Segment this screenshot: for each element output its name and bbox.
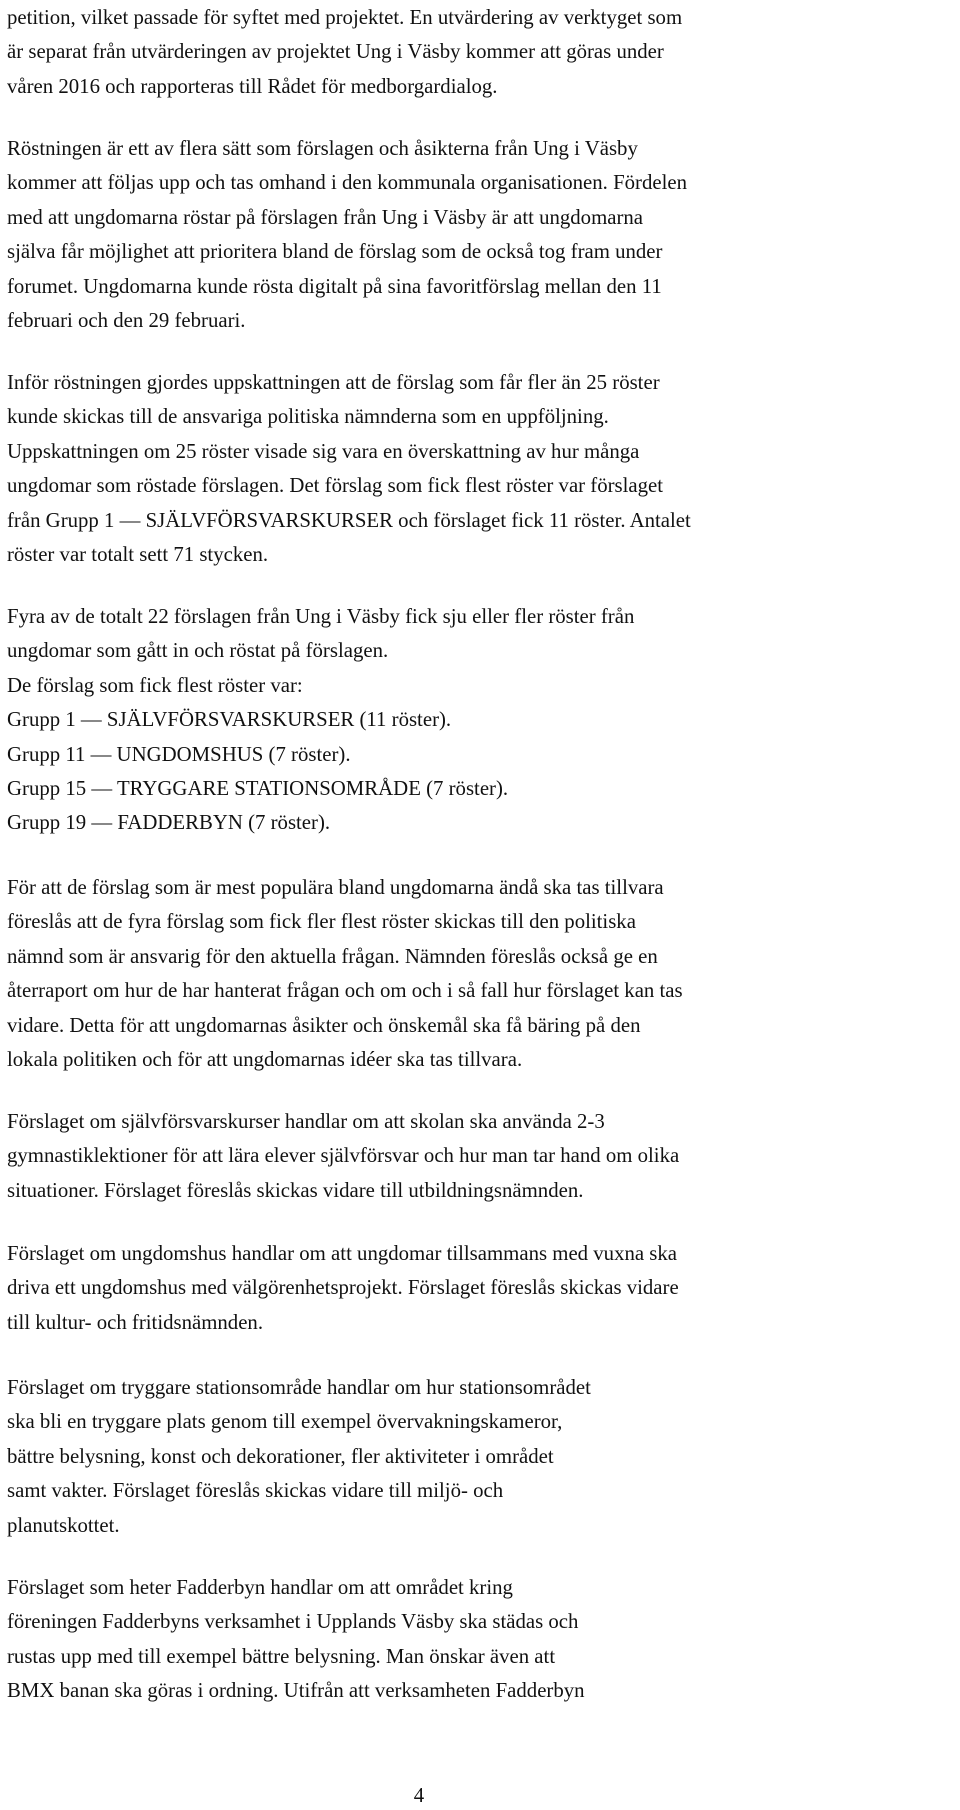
text-line: Röstningen är ett av flera sätt som förslagen och åsikterna från Ung i Väsby	[7, 137, 638, 160]
text-line: kommer att följas upp och tas omhand i den kommunala organisationen. Fördelen	[7, 171, 687, 195]
proposal-list-item: Grupp 15 — TRYGGARE STATIONSOMRÅDE (7 röster).	[7, 776, 509, 800]
text-line: våren 2016 och rapporteras till Rådet för medborgardialog.	[7, 74, 498, 98]
text-line: Förslaget om ungdomshus handlar om att ungdomar tillsammans med vuxna ska	[7, 1242, 678, 1265]
text-line: återraport om hur de har hanterat frågan och om och i så fall hur förslaget kan tas	[7, 979, 683, 1003]
paragraph-intro	[7, 1, 957, 104]
proposal-list-item: Grupp 19 — FADDERBYN (7 röster).	[7, 811, 331, 835]
paragraph-forwarding	[7, 871, 957, 1077]
paragraph-self-defense	[7, 1105, 957, 1208]
text-line: till kultur- och fritidsnämnden.	[7, 1310, 264, 1334]
text-line: februari och den 29 februari.	[7, 308, 246, 332]
text-line: Fyra av de totalt 22 förslagen från Ung i Väsby fick sju eller fler röster från	[7, 605, 635, 628]
paragraph-fadderbyn	[7, 1571, 957, 1709]
text-line: rustas upp med till exempel bättre belysning. Man önskar även att	[7, 1644, 556, 1668]
text-line: driva ett ungdomshus med välgörenhetsprojekt. Förslaget föreslås skickas vidare	[7, 1276, 679, 1300]
text-line: nämnd som är ansvarig för den aktuella frågan. Nämnden föreslås också ge en	[7, 944, 658, 968]
proposal-list-item: Grupp 11 — UNGDOMSHUS (7 röster).	[7, 742, 351, 766]
text-line: Inför röstningen gjordes uppskattningen att de förslag som får fler än 25 röster	[7, 371, 660, 394]
text-line: planutskottet.	[7, 1513, 120, 1537]
text-line: De förslag som fick flest röster var:	[7, 673, 303, 697]
text-line: med att ungdomarna röstar på förslagen från Ung i Väsby är att ungdomarna	[7, 205, 644, 229]
text-line: Uppskattningen om 25 röster visade sig vara en överskattning av hur många	[7, 439, 640, 463]
text-line: gymnastiklektioner för att lära elever självförsvar och hur man tar hand om olika	[7, 1144, 680, 1168]
text-line: själva får möjlighet att prioritera bland de förslag som de också tog fram under	[7, 240, 663, 264]
text-line: BMX banan ska göras i ordning. Utifrån att verksamheten Fadderbyn	[7, 1679, 585, 1703]
text-line: petition, vilket passade för syftet med projektet. En utvärdering av verktyget som	[7, 6, 683, 29]
text-line: Förslaget som heter Fadderbyn handlar om att området kring	[7, 1576, 513, 1599]
paragraph-top-proposals	[7, 600, 957, 841]
text-line: röster var totalt sett 71 stycken.	[7, 542, 269, 566]
text-line: bättre belysning, konst och dekorationer, fler aktiviteter i området	[7, 1444, 554, 1468]
text-line: är separat från utvärderingen av projektet Ung i Väsby kommer att göras under	[7, 40, 664, 64]
paragraph-voting-purpose	[7, 132, 957, 338]
text-line: kunde skickas till de ansvariga politiska nämnderna som en uppföljning.	[7, 405, 609, 429]
text-line: För att de förslag som är mest populära bland ungdomarna ändå ska tas tillvara	[7, 876, 664, 899]
text-line: Förslaget om självförsvarskurser handlar om att skolan ska använda 2-3	[7, 1110, 605, 1133]
text-line: från Grupp 1 — SJÄLVFÖRSVARSKURSER och förslaget fick 11 röster. Antalet	[7, 508, 691, 532]
paragraph-vote-estimate	[7, 366, 957, 572]
text-line: Förslaget om tryggare stationsområde handlar om hur stationsområdet	[7, 1376, 591, 1399]
proposal-list-item: Grupp 1 — SJÄLVFÖRSVARSKURSER (11 röster).	[7, 708, 452, 732]
text-line: ungdomar som röstade förslagen. Det förslag som fick flest röster var förslaget	[7, 474, 664, 498]
text-line: ungdomar som gått in och röstat på förslagen.	[7, 639, 389, 663]
text-line: samt vakter. Förslaget föreslås skickas vidare till miljö- och	[7, 1479, 504, 1503]
text-line: lokala politiken och för att ungdomarnas idéer ska tas tillvara.	[7, 1047, 523, 1071]
paragraph-station-area	[7, 1371, 957, 1543]
text-line: föreslås att de fyra förslag som fick fler flest röster skickas till den politiska	[7, 910, 636, 934]
text-line: situationer. Förslaget föreslås skickas vidare till utbildningsnämnden.	[7, 1178, 584, 1202]
text-line: ska bli en tryggare plats genom till exempel övervakningskameror,	[7, 1410, 563, 1434]
text-line: forumet. Ungdomarna kunde rösta digitalt på sina favoritförslag mellan den 11	[7, 274, 662, 298]
text-line: föreningen Fadderbyns verksamhet i Upplands Väsby ska städas och	[7, 1610, 579, 1634]
text-line: vidare. Detta för att ungdomarnas åsikter och önskemål ska få bäring på den	[7, 1013, 641, 1037]
page-number: 4	[413, 1784, 425, 1807]
paragraph-youth-house	[7, 1237, 957, 1340]
